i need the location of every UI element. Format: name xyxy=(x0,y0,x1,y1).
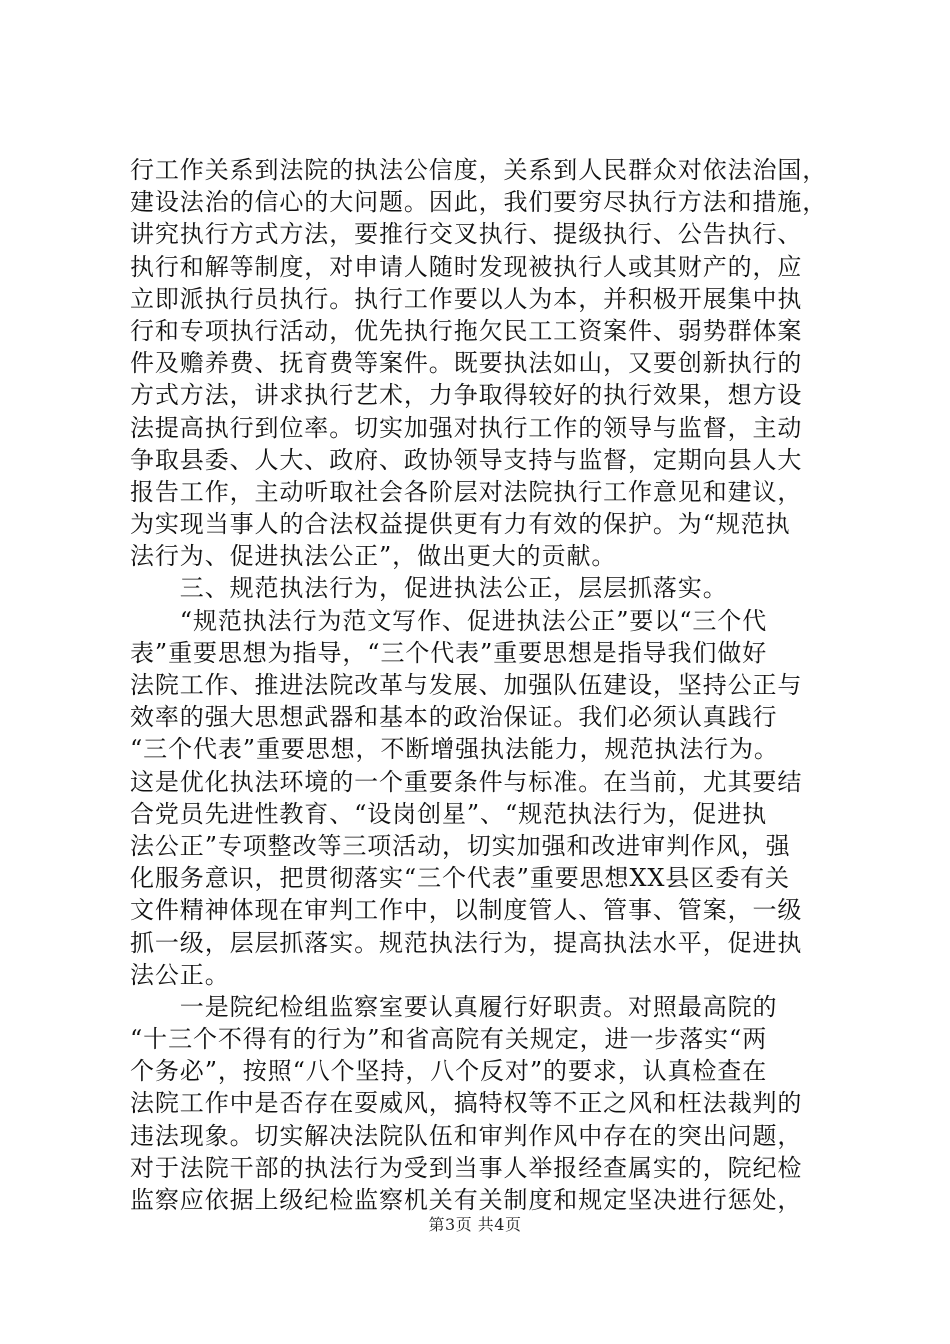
text-line: “规范执法行为范文写作、促进执法公正”要以“三个代 xyxy=(130,606,768,635)
text-line: 对于法院干部的执法行为受到当事人举报经查属实的，院纪检 xyxy=(130,1153,803,1182)
text-line: 讲究执行方式方法，要推行交叉执行、提级执行、公告执行、 xyxy=(130,220,803,249)
page-footer: 第3页 共4页 xyxy=(428,1215,522,1234)
text-line: 法院工作、推进法院改革与发展、加强队伍建设，坚持公正与 xyxy=(130,671,803,699)
text-line: 报告工作，主动听取社会各阶层对法院执行工作意见和建议， xyxy=(130,477,803,506)
text-line: 化服务意识，把贯彻落实“三个代表”重要思想XX县区委有关 xyxy=(130,864,790,893)
text-line: 件及赡养费、抚育费等案件。既要执法如山，又要创新执行的 xyxy=(130,349,803,378)
text-line: 法公正。 xyxy=(130,960,230,989)
text-line: 违法现象。切实解决法院队伍和审判作风中存在的突出问题， xyxy=(130,1121,803,1150)
text-line: 执行和解等制度，对申请人随时发现被执行人或其财产的，应 xyxy=(130,252,803,281)
text-line: 法公正”专项整改等三项活动，切实加强和改进审判作风，强 xyxy=(130,831,791,860)
text-line: 合党员先进性教育、“设岗创星”、“规范执法行为，促进执 xyxy=(130,799,768,828)
text-line: 为实现当事人的合法权益提供更有力有效的保护。为“规范执 xyxy=(130,510,791,539)
text-line: “三个代表”重要思想，不断增强执法能力，规范执法行为。 xyxy=(130,735,779,764)
text-line: 三、规范执法行为，促进执法公正，层层抓落实。 xyxy=(130,574,728,603)
text-line: 立即派执行员执行。执行工作要以人为本，并积极开展集中执 xyxy=(130,284,803,313)
text-line: 文件精神体现在审判工作中，以制度管人、管事、管案，一级 xyxy=(130,896,803,925)
text-line: 争取县委、人大、政府、政协领导支持与监督，定期向县人大 xyxy=(130,445,803,474)
text-line: 效率的强大思想武器和基本的政治保证。我们必须认真践行 xyxy=(130,703,778,732)
text-line: 行工作关系到法院的执法公信度，关系到人民群众对依法治国， xyxy=(130,156,828,184)
text-line: 监察应依据上级纪检监察机关有关制度和规定坚决进行惩处， xyxy=(130,1186,803,1214)
text-line: 抓一级，层层抓落实。规范执法行为，提高执法水平，促进执 xyxy=(130,928,803,957)
text-line: 方式方法，讲求执行艺术，力争取得较好的执行效果，想方设 xyxy=(130,381,803,410)
text-line: 个务必”，按照“八个坚持，八个反对”的要求，认真检查在 xyxy=(130,1057,768,1086)
text-line: 一是院纪检组监察室要认真履行好职责。对照最高院的 xyxy=(130,992,778,1021)
text-line: 法提高执行到位率。切实加强对执行工作的领导与监督，主动 xyxy=(130,413,803,442)
text-line: 行和专项执行活动，优先执行拖欠民工工资案件、弱势群体案 xyxy=(130,316,803,345)
text-line: “十三个不得有的行为”和省高院有关规定，进一步落实“两 xyxy=(130,1025,768,1054)
text-line: 法院工作中是否存在耍威风，搞特权等不正之风和枉法裁判的 xyxy=(130,1089,803,1118)
text-line: 表”重要思想为指导，“三个代表”重要思想是指导我们做好 xyxy=(130,638,768,667)
text-line: 法行为、促进执法公正”，做出更大的贡献。 xyxy=(130,542,617,571)
text-line: 这是优化执法环境的一个重要条件与标准。在当前，尤其要结 xyxy=(130,767,803,796)
text-line: 建设法治的信心的大问题。因此，我们要穷尽执行方法和措施， xyxy=(130,188,828,217)
body-text xyxy=(130,154,830,1216)
